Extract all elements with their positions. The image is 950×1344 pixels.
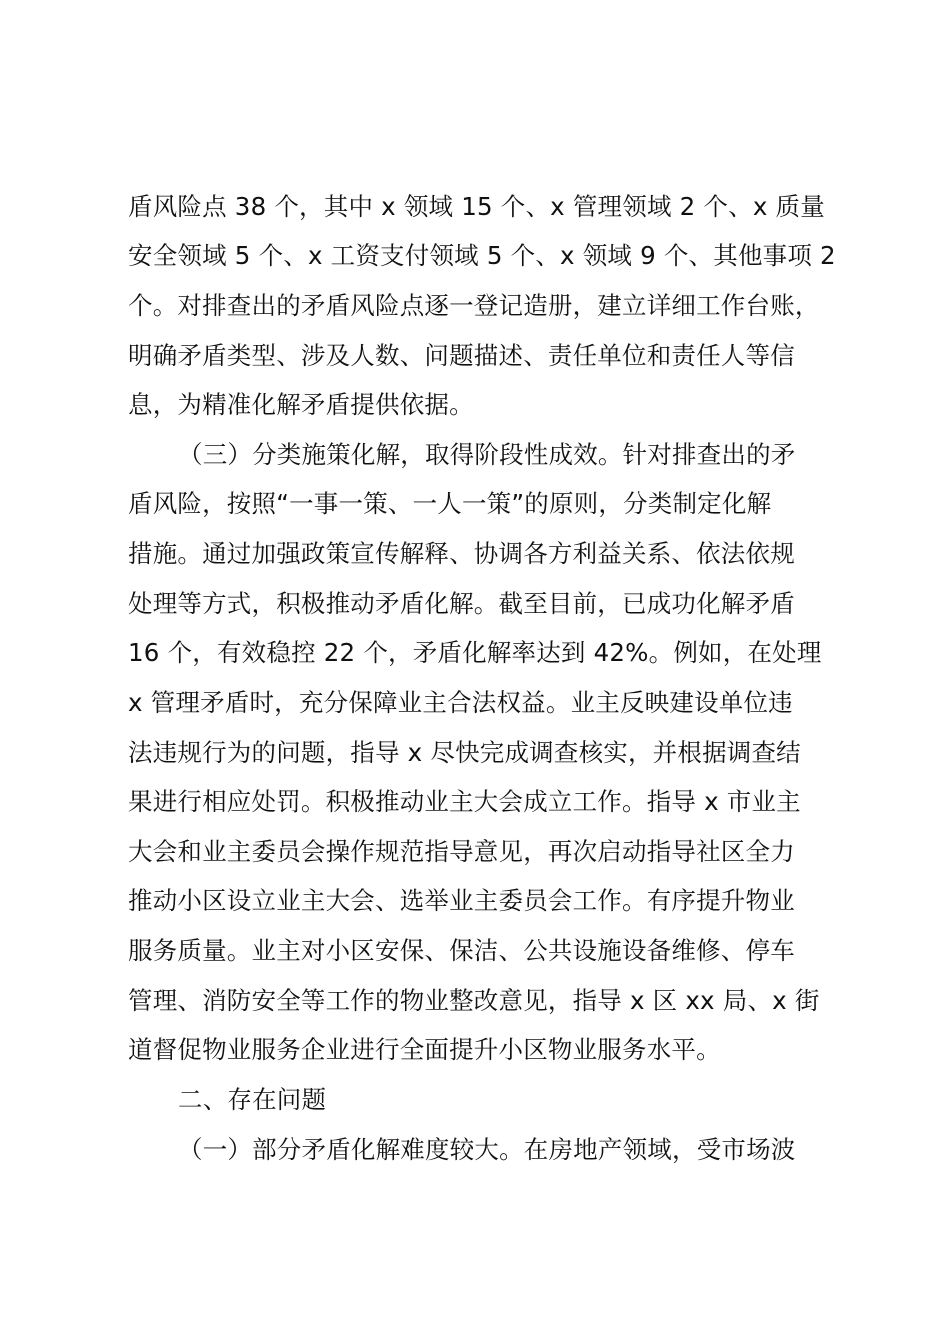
text-line: 安全领域 5 个、x 工资支付领域 5 个、x 领域 9 个、其他事项 2 <box>128 241 836 270</box>
text-line: 处理等方式，积极推动矛盾化解。截至目前，已成功化解矛盾 <box>128 589 795 618</box>
text-line: 服务质量。业主对小区安保、保洁、公共设施设备维修、停车 <box>128 936 795 965</box>
text-line: 推动小区设立业主大会、选举业主委员会工作。有序提升物业 <box>128 886 795 915</box>
section-heading-line: （三）分类施策化解，取得阶段性成效。针对排查出的矛 <box>178 440 796 469</box>
text-line: 盾风险点 38 个，其中 x 领域 15 个、x 管理领域 2 个、x 质量 <box>128 192 825 221</box>
text-line: 道督促物业服务企业进行全面提升小区物业服务水平。 <box>128 1035 721 1064</box>
text-line: 个。对排查出的矛盾风险点逐一登记造册，建立详细工作台账， <box>128 291 820 320</box>
text-line: 息，为精准化解矛盾提供依据。 <box>128 390 474 419</box>
text-line: 大会和业主委员会操作规范指导意见，再次启动指导社区全力 <box>128 837 795 866</box>
text-line: 措施。通过加强政策宣传解释、协调各方利益关系、依法依规 <box>128 539 795 568</box>
text-line: 法违规行为的问题，指导 x 尽快完成调查核实，并根据调查结 <box>128 738 801 767</box>
text-line: 果进行相应处罚。积极推动业主大会成立工作。指导 x 市业主 <box>128 787 801 816</box>
text-line: x 管理矛盾时，充分保障业主合法权益。业主反映建设单位违 <box>128 688 793 717</box>
subsection-heading-line: （一）部分矛盾化解难度较大。在房地产领域，受市场波 <box>178 1135 796 1164</box>
section-title: 二、存在问题 <box>178 1085 327 1114</box>
text-line: 16 个，有效稳控 22 个，矛盾化解率达到 42%。例如，在处理 <box>128 638 822 667</box>
text-line: 明确矛盾类型、涉及人数、问题描述、责任单位和责任人等信 <box>128 341 795 370</box>
text-line: 管理、消防安全等工作的物业整改意见，指导 x 区 xx 局、x 街 <box>128 986 820 1015</box>
text-line: 盾风险，按照“一事一策、一人一策”的原则，分类制定化解 <box>128 489 772 518</box>
